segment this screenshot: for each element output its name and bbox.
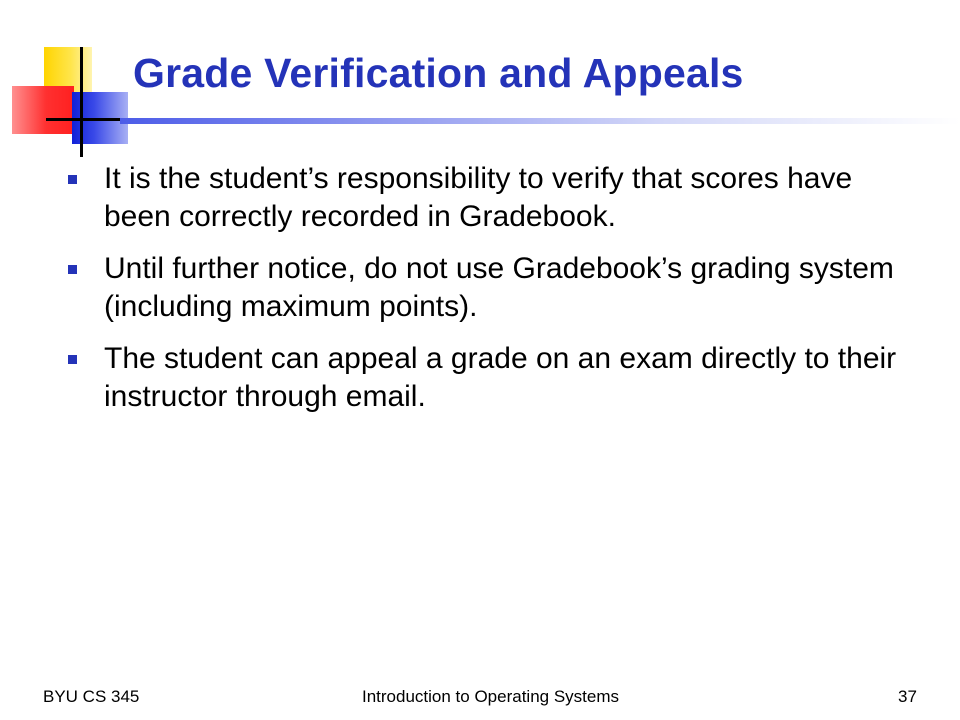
footer-page-number: 37 bbox=[898, 687, 917, 706]
bullet-text: Until further notice, do not use Gradebook’s grading system (including maximum points). bbox=[104, 252, 894, 323]
bullet-square-icon bbox=[68, 355, 77, 364]
bullet-item bbox=[68, 250, 898, 326]
bullet-item bbox=[68, 340, 898, 416]
bullet-square-icon bbox=[68, 175, 77, 184]
bullet-square-icon bbox=[68, 265, 77, 274]
footer-course: BYU CS 345 bbox=[43, 687, 140, 706]
bullet-text: It is the student’s responsibility to verify that scores have been correctly recorded in Gradebook. bbox=[104, 162, 853, 233]
title-underline-rule bbox=[120, 118, 960, 124]
red-square-decoration bbox=[12, 86, 74, 134]
bullet-list bbox=[68, 160, 898, 430]
corner-decoration bbox=[0, 0, 140, 170]
bullet-item bbox=[68, 160, 898, 236]
bullet-text: The student can appeal a grade on an exam directly to their instructor through email. bbox=[104, 342, 897, 413]
vertical-line-decoration bbox=[80, 47, 83, 157]
footer-title: Introduction to Operating Systems bbox=[362, 687, 620, 706]
slide-title: Grade Verification and Appeals bbox=[133, 50, 744, 96]
